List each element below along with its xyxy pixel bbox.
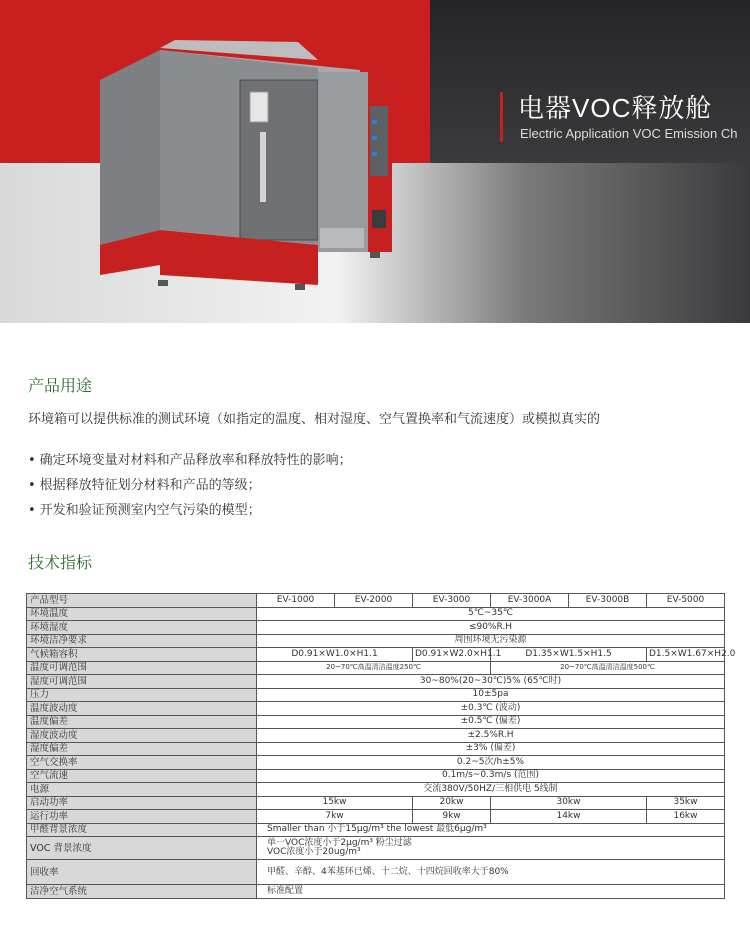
table-row	[27, 796, 725, 810]
row-label: 空气交换率	[27, 756, 257, 770]
table-row	[27, 715, 725, 729]
usage-bullet-list	[28, 452, 352, 527]
product-title-en: Electric Application VOC Emission Ch	[520, 126, 738, 141]
row-value: 16kw	[647, 810, 725, 824]
row-value: D1.35×W1.5×H1.5	[491, 648, 647, 662]
row-value	[257, 837, 725, 860]
row-label: 气候箱容积	[27, 648, 257, 662]
voc-chamber-illustration	[100, 40, 400, 295]
voc-line-1: 单一VOC浓度小于2μg/m³ 粉尘过滤	[267, 838, 412, 848]
row-value: 35kw	[647, 796, 725, 810]
table-row	[27, 860, 725, 885]
list-item: • 开发和验证预测室内空气污染的模型；	[28, 502, 352, 527]
row-label: 运行功率	[27, 810, 257, 824]
table-row	[27, 648, 725, 662]
model-cell: EV-3000	[413, 594, 491, 608]
row-value: 标准配置	[257, 885, 725, 899]
row-label: 启动功率	[27, 796, 257, 810]
row-value: ±2.5%R.H	[257, 729, 725, 743]
table-row	[27, 742, 725, 756]
row-label: 电源	[27, 783, 257, 797]
row-value: ≤90%R.H	[257, 621, 725, 635]
row-label: 环境温度	[27, 607, 257, 621]
row-value: ±3% (偏差)	[257, 742, 725, 756]
row-value: 20kw	[413, 796, 491, 810]
row-value: 9kw	[413, 810, 491, 824]
row-value: 0.1m/s~0.3m/s (范围)	[257, 769, 725, 783]
table-row	[27, 729, 725, 743]
table-row	[27, 837, 725, 860]
row-label: VOC 背景浓度	[27, 837, 257, 860]
product-title-cn: 电器VOC释放舱	[518, 93, 713, 123]
row-value: 7kw	[257, 810, 413, 824]
row-value: ±0.5℃ (偏差)	[257, 715, 725, 729]
row-label: 甲醛背景浓度	[27, 823, 257, 837]
table-row	[27, 756, 725, 770]
row-label: 温度波动度	[27, 702, 257, 716]
row-value: 30kw	[491, 796, 647, 810]
table-row	[27, 675, 725, 689]
title-accent-bar	[500, 92, 503, 142]
table-row	[27, 769, 725, 783]
row-value: D0.91×W1.0×H1.1	[257, 648, 413, 662]
spec-table	[26, 593, 736, 899]
row-label: 回收率	[27, 860, 257, 885]
row-value: ±0.3℃ (波动)	[257, 702, 725, 716]
table-row	[27, 621, 725, 635]
row-value: Smaller than 小于15μg/m³ the lowest 最低6μg/m³	[257, 823, 725, 837]
row-value: D0.91×W2.0×H1.1	[413, 648, 491, 662]
table-row	[27, 823, 725, 837]
list-item: • 确定环境变量对材料和产品释放率和释放特性的影响；	[28, 452, 352, 477]
table-row	[27, 607, 725, 621]
row-label: 空气流速	[27, 769, 257, 783]
table-row	[27, 783, 725, 797]
hero-banner	[0, 0, 750, 323]
usage-intro: 环境箱可以提供标准的测试环境（如指定的温度、相对湿度、空气置换率和气流速度）或模拟真实的	[28, 412, 601, 427]
row-label: 湿度偏差	[27, 742, 257, 756]
row-value: D1.5×W1.67×H2.0	[647, 648, 725, 662]
row-label: 压力	[27, 688, 257, 702]
row-label: 湿度可调范围	[27, 675, 257, 689]
table-row	[27, 594, 725, 608]
model-cell: EV-3000A	[491, 594, 569, 608]
row-value: 5℃~35℃	[257, 607, 725, 621]
row-value: 交流380V/50HZ/三相供电 5线制	[257, 783, 725, 797]
table-row	[27, 702, 725, 716]
row-value: 30~80%(20~30℃)5% (65℃时)	[257, 675, 725, 689]
row-label: 环境洁净要求	[27, 634, 257, 648]
row-label: 温度偏差	[27, 715, 257, 729]
model-cell: EV-1000	[257, 594, 335, 608]
row-label: 环境湿度	[27, 621, 257, 635]
table-row	[27, 661, 725, 675]
specs-heading: 技术指标	[28, 553, 93, 572]
table-row	[27, 634, 725, 648]
row-label: 洁净空气系统	[27, 885, 257, 899]
row-value: 甲醛、辛醇、4苯基环已烯、十二烷、十四烷回收率大于80%	[257, 860, 725, 885]
table-row	[27, 885, 725, 899]
model-cell: EV-5000	[647, 594, 725, 608]
model-cell: EV-3000B	[569, 594, 647, 608]
row-value: 周围环境无污染源	[257, 634, 725, 648]
row-label: 湿度波动度	[27, 729, 257, 743]
table-row	[27, 810, 725, 824]
row-value: 0.2~5次/h±5%	[257, 756, 725, 770]
row-value: 14kw	[491, 810, 647, 824]
row-value: 15kw	[257, 796, 413, 810]
model-label: 产品型号	[27, 594, 257, 608]
row-value: 20~70℃高温清洁温度500℃	[491, 661, 725, 675]
row-label: 温度可调范围	[27, 661, 257, 675]
model-cell: EV-2000	[335, 594, 413, 608]
voc-line-2: VOC浓度小于20ug/m³	[267, 847, 361, 857]
row-value: 20~70℃高温清洁温度250℃	[257, 661, 491, 675]
list-item: • 根据释放特征划分材料和产品的等级；	[28, 477, 352, 502]
row-value: 10±5pa	[257, 688, 725, 702]
usage-heading: 产品用途	[28, 376, 93, 395]
table-row	[27, 688, 725, 702]
